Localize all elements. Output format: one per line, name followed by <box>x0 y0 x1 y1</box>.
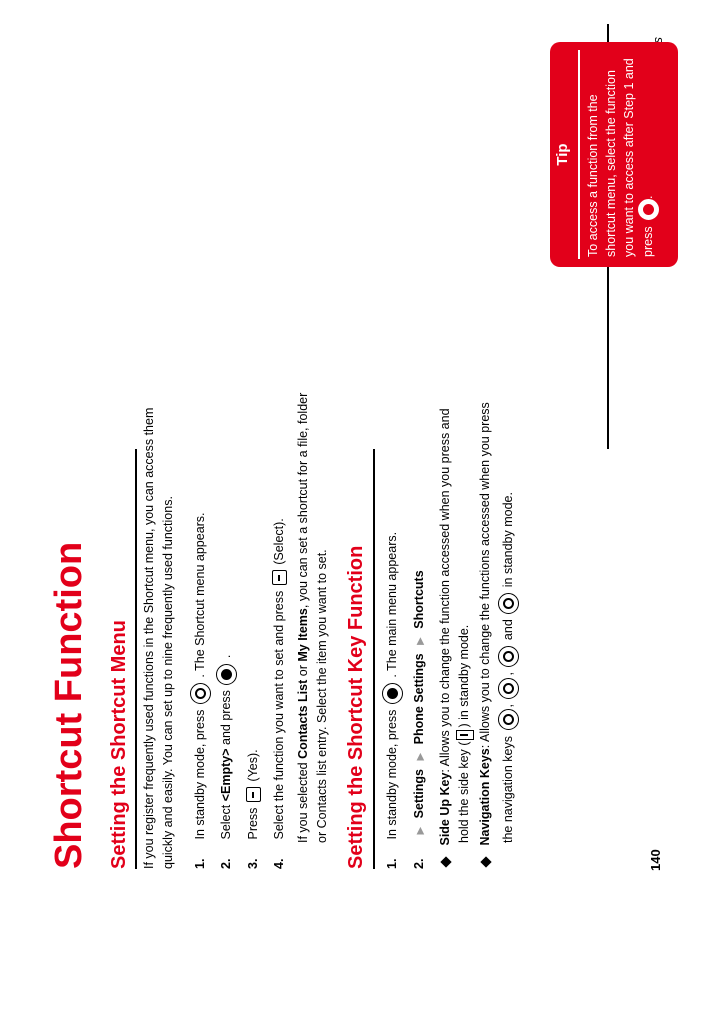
step-text: In standby mode, press <box>192 709 207 840</box>
arrow-icon: ▶ <box>415 752 426 761</box>
nav-down-icon <box>190 683 211 704</box>
note-bold: Contacts List <box>296 679 310 759</box>
intro-line-2: quickly and easily. You can set up to nine frequently used functions. <box>161 496 175 869</box>
tip-rule <box>578 50 580 259</box>
bullet-bold: Side Up Key <box>438 772 452 846</box>
step-text: . The main menu appears. <box>384 531 399 678</box>
step-number: 1. <box>384 858 399 869</box>
menu-path-item: Shortcuts <box>412 570 426 629</box>
step-text: In standby mode, press <box>384 709 399 840</box>
step-text: and press <box>218 690 233 745</box>
section1-step1 <box>190 512 211 869</box>
section1-intro <box>140 408 178 869</box>
section1-step3 <box>244 749 263 869</box>
nav-right-icon <box>498 678 519 699</box>
bullet-icon <box>480 856 491 867</box>
bullet-text: in standby mode. <box>500 492 515 588</box>
page-title: Shortcut Function <box>48 541 90 869</box>
note-line-2: or Contacts list entry. Select the item you want to set. <box>315 549 329 843</box>
step-text: (Select). <box>272 518 286 565</box>
step-number: 3. <box>246 858 260 869</box>
ok-button-icon <box>382 683 403 704</box>
bullet-text: , <box>500 704 515 708</box>
section1-heading: Setting the Shortcut Menu <box>108 620 130 869</box>
page-number: 140 <box>648 849 663 871</box>
nav-down-icon <box>498 646 519 667</box>
tip-title: Tip <box>554 143 571 166</box>
step-text: (Yes). <box>246 749 260 782</box>
step-bold: <Empty> <box>218 748 233 802</box>
ok-button-icon <box>216 664 237 685</box>
menu-path-item: Phone Settings <box>412 653 426 745</box>
bullet-text: the navigation keys <box>500 735 515 843</box>
nav-up-icon <box>498 593 519 614</box>
bullet-text: : Allows you to change the function accessed when you press and <box>438 408 452 773</box>
section1-step4 <box>270 518 289 869</box>
side-key-icon <box>456 730 474 740</box>
intro-line-1: If you register frequently used functions in the Shortcut menu, you can access them <box>142 407 156 869</box>
step-text: Select <box>218 804 233 840</box>
tip-line: shortcut menu, select the function <box>604 70 618 257</box>
section2-rule <box>373 449 375 869</box>
note-text: , you can set a shortcut for a file, folder <box>296 392 310 609</box>
tip-line: press <box>640 226 655 257</box>
bullet-text: and <box>500 619 515 641</box>
soft-key-icon <box>246 787 261 802</box>
tip-text: To access a function from the shortcut menu, select the function you want to access after Step 1 and press . <box>584 58 659 257</box>
arrow-icon: ▶ <box>415 826 426 835</box>
section2-step2 <box>410 570 430 869</box>
arrow-icon: ▶ <box>415 637 426 645</box>
bullet-text: , <box>500 672 515 676</box>
step-text: Press <box>246 807 260 840</box>
step-number: 1. <box>192 858 207 869</box>
bullet-text: ) in standby mode. <box>457 624 471 728</box>
ok-button-icon <box>638 199 659 220</box>
step-text: . <box>218 654 233 659</box>
section2-bullet2 <box>476 402 519 866</box>
step-number: 2. <box>218 858 233 869</box>
step-number: 4. <box>272 858 286 869</box>
section1-note <box>294 393 332 843</box>
menu-path-item: Settings <box>412 769 426 819</box>
note-bold: My Items <box>296 608 310 662</box>
note-text: or <box>296 665 310 677</box>
bullet-text: hold the side key ( <box>457 741 471 843</box>
section2-bullet1 <box>436 408 474 866</box>
bullet-bold: Navigation Keys <box>478 748 492 846</box>
section2-heading: Setting the Shortcut Key Function <box>345 545 367 869</box>
soft-key-icon <box>272 570 287 585</box>
nav-left-icon <box>498 710 519 731</box>
tip-box <box>550 42 678 267</box>
tip-line: you want to access after Step 1 and <box>622 58 636 257</box>
step-text: . The Shortcut menu appears. <box>192 512 207 678</box>
bullet-icon <box>440 856 451 867</box>
section2-step1 <box>382 532 403 869</box>
step-text: Select the function you want to set and press <box>272 590 286 840</box>
bullet-text: : Allows you to change the functions accessed when you press <box>478 402 492 749</box>
section1-rule <box>135 449 137 869</box>
note-text: If you selected <box>296 762 310 843</box>
step-number: 2. <box>412 858 426 869</box>
tip-line: To access a function from the <box>586 94 600 257</box>
section1-step2 <box>216 655 237 869</box>
